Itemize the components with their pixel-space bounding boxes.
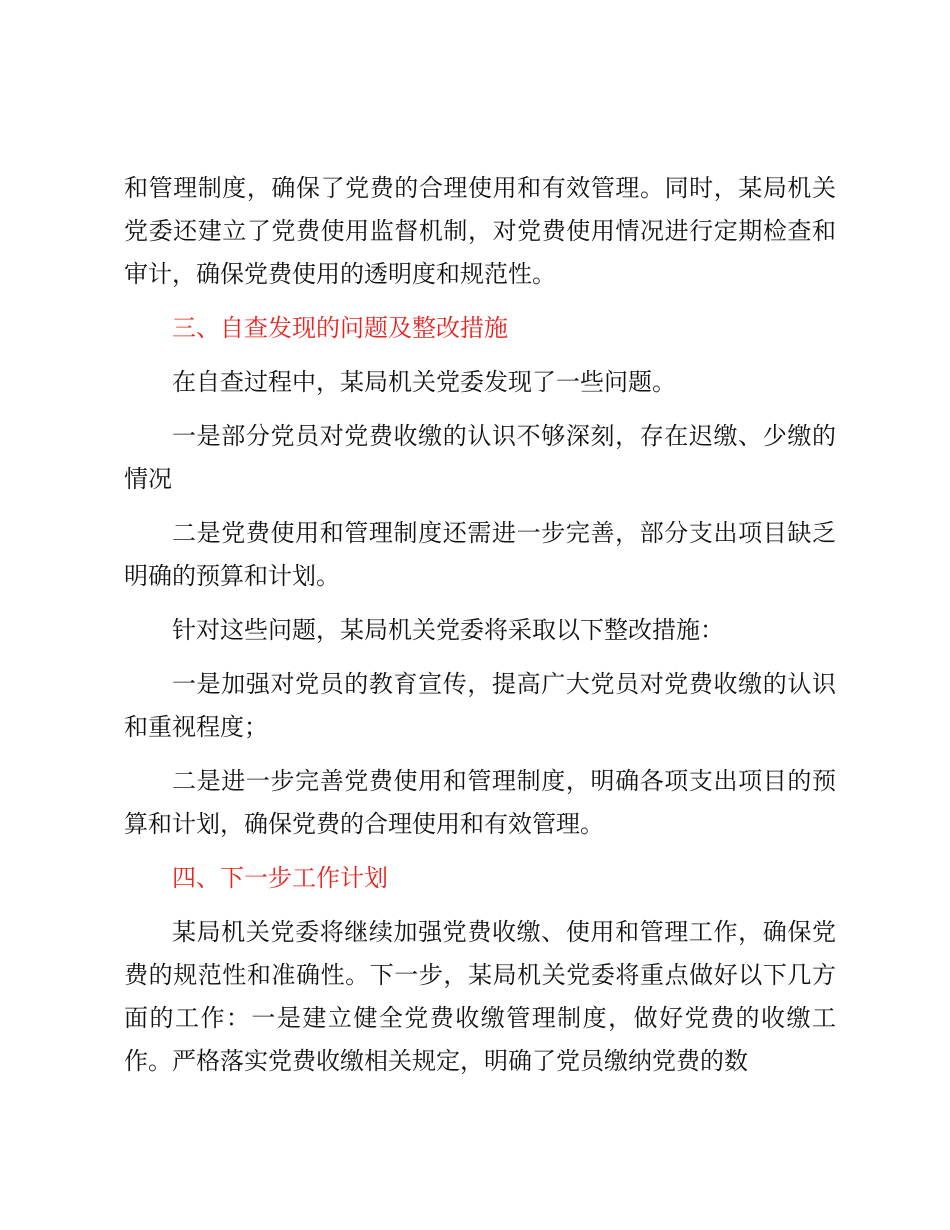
paragraph-measure-1: 一是加强对党员的教育宣传，提高广大党员对党费收缴的认识和重视程度； — [124, 670, 836, 741]
paragraph-measure-2: 二是进一步完善党费使用和管理制度，明确各项支出项目的预算和计划，确保党费的合理使用和有效管理。 — [124, 767, 836, 838]
paragraph-plan: 某局机关党委将继续加强党费收缴、使用和管理工作，确保党费的规范性和准确性。下一步，某局机关党委将重点做好以下几方面的工作：一是建立健全党费收缴管理制度，做好党费的收缴工作。严格落实党费收缴相关规定，明确了党员缴纳党费的数 — [124, 918, 836, 1075]
paragraph-intro: 在自查过程中，某局机关党委发现了一些问题。 — [172, 368, 676, 396]
paragraph-continuation: 和管理制度，确保了党费的合理使用和有效管理。同时，某局机关党委还建立了党费使用监督机制，对党费使用情况进行定期检查和审计，确保党费使用的透明度和规范性。 — [124, 174, 836, 288]
document-body — [124, 167, 836, 1094]
section-heading-3: 三、自查发现的问题及整改措施 — [172, 314, 508, 342]
section-heading-4: 四、下一步工作计划 — [172, 864, 388, 892]
paragraph-problem-2: 二是党费使用和管理制度还需进一步完善，部分支出项目缺乏明确的预算和计划。 — [124, 519, 836, 590]
paragraph-measures-intro: 针对这些问题，某局机关党委将采取以下整改措施： — [172, 616, 724, 644]
paragraph-problem-1: 一是部分党员对党费收缴的认识不够深刻，存在迟缴、少缴的情况 — [124, 422, 836, 493]
